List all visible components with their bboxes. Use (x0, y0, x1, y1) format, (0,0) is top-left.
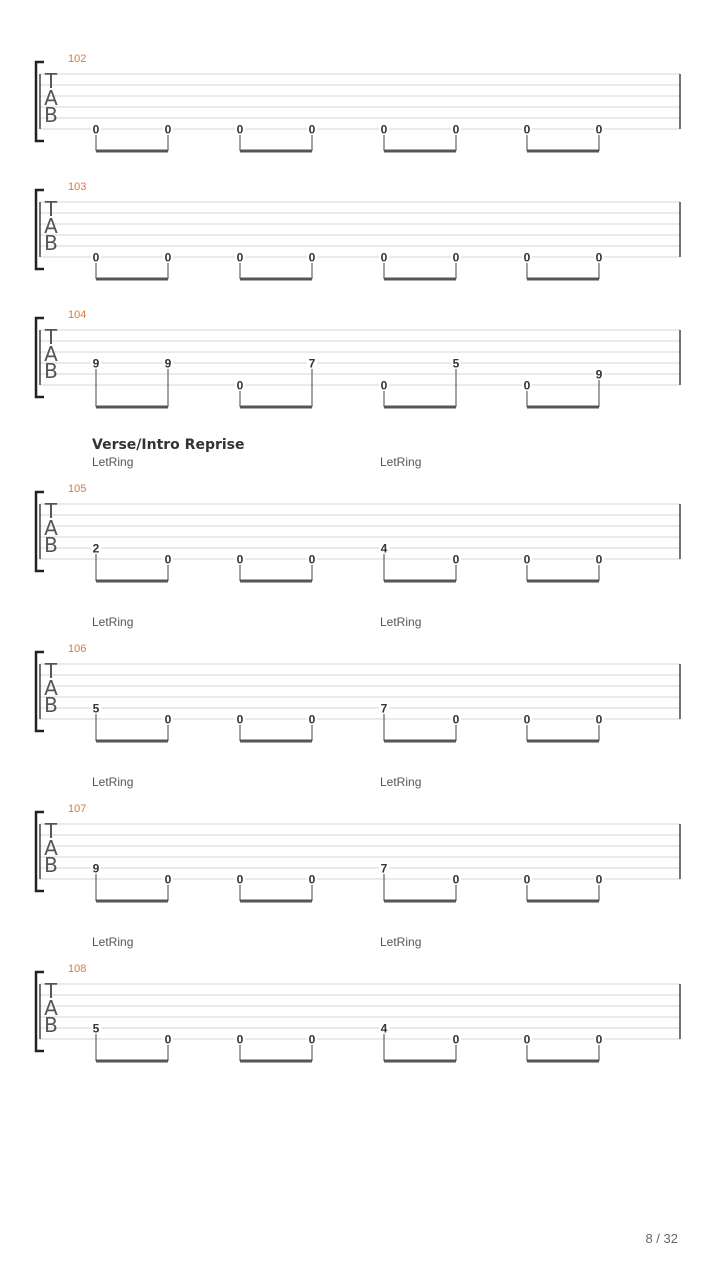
fret-number: 0 (595, 1032, 603, 1047)
let-ring-annotation: LetRing (380, 935, 422, 949)
fret-number: 0 (595, 122, 603, 137)
fret-number: 0 (308, 250, 316, 265)
measure-number: 108 (68, 963, 87, 975)
fret-number: 0 (308, 872, 316, 887)
tab-clef-letter: A (44, 214, 58, 238)
fret-number: 0 (308, 712, 316, 727)
tab-clef-letter: B (44, 693, 58, 717)
measure-number: 107 (68, 803, 87, 815)
measure-number: 104 (68, 309, 87, 321)
fret-number: 0 (452, 122, 460, 137)
tab-clef-letter: B (44, 359, 58, 383)
fret-number: 0 (236, 712, 244, 727)
tab-clef-letter: A (44, 996, 58, 1020)
fret-number: 0 (452, 872, 460, 887)
fret-number: 5 (92, 701, 100, 716)
tab-clef-letter: B (44, 533, 58, 557)
fret-number: 0 (164, 250, 172, 265)
fret-number: 0 (523, 712, 531, 727)
fret-number: 0 (452, 250, 460, 265)
tab-clef-letter: T (44, 819, 58, 843)
fret-number: 7 (380, 701, 388, 716)
fret-number: 0 (236, 250, 244, 265)
fret-number: 0 (236, 1032, 244, 1047)
let-ring-annotation: LetRing (380, 775, 422, 789)
fret-number: 7 (308, 356, 316, 371)
fret-number: 0 (380, 250, 388, 265)
fret-number: 0 (452, 1032, 460, 1047)
fret-number: 0 (308, 122, 316, 137)
tab-clef-letter: A (44, 86, 58, 110)
tab-clef-letter: T (44, 197, 58, 221)
fret-number: 0 (595, 250, 603, 265)
tab-clef-letter: B (44, 1013, 58, 1037)
measure-number: 105 (68, 483, 87, 495)
fret-number: 7 (380, 861, 388, 876)
tab-clef-letter: T (44, 325, 58, 349)
tab-clef-letter: T (44, 659, 58, 683)
fret-number: 9 (92, 861, 100, 876)
fret-number: 0 (236, 378, 244, 393)
fret-number: 0 (236, 122, 244, 137)
tab-clef-letter: A (44, 342, 58, 366)
let-ring-annotation: LetRing (92, 935, 134, 949)
fret-number: 2 (92, 541, 100, 556)
tab-clef-letter: B (44, 103, 58, 127)
fret-number: 5 (452, 356, 460, 371)
tab-clef-letter: T (44, 979, 58, 1003)
fret-number: 0 (236, 552, 244, 567)
fret-number: 4 (380, 541, 388, 556)
tab-clef-letter: A (44, 516, 58, 540)
fret-number: 0 (308, 1032, 316, 1047)
let-ring-annotation: LetRing (92, 775, 134, 789)
let-ring-annotation: LetRing (92, 615, 134, 629)
let-ring-annotation: LetRing (92, 455, 134, 469)
fret-number: 0 (164, 122, 172, 137)
fret-number: 0 (452, 552, 460, 567)
fret-number: 0 (380, 378, 388, 393)
fret-number: 0 (523, 872, 531, 887)
fret-number: 0 (236, 872, 244, 887)
tab-clef-letter: B (44, 853, 58, 877)
fret-number: 9 (595, 367, 603, 382)
let-ring-annotation: LetRing (380, 455, 422, 469)
fret-number: 0 (523, 122, 531, 137)
tab-clef-letter: T (44, 69, 58, 93)
fret-number: 0 (380, 122, 388, 137)
let-ring-annotation: LetRing (380, 615, 422, 629)
tab-clef-letter: B (44, 231, 58, 255)
fret-number: 0 (523, 378, 531, 393)
fret-number: 0 (164, 712, 172, 727)
fret-number: 0 (92, 122, 100, 137)
fret-number: 0 (164, 872, 172, 887)
fret-number: 0 (595, 712, 603, 727)
fret-number: 0 (308, 552, 316, 567)
tab-clef-letter: A (44, 836, 58, 860)
fret-number: 0 (595, 872, 603, 887)
fret-number: 0 (595, 552, 603, 567)
measure-number: 103 (68, 181, 87, 193)
fret-number: 4 (380, 1021, 388, 1036)
fret-number: 0 (523, 250, 531, 265)
measure-number: 102 (68, 53, 87, 65)
fret-number: 0 (92, 250, 100, 265)
tab-clef-letter: T (44, 499, 58, 523)
fret-number: 0 (452, 712, 460, 727)
page-indicator: 8 / 32 (645, 1231, 678, 1246)
fret-number: 0 (164, 552, 172, 567)
fret-number: 0 (523, 1032, 531, 1047)
tab-clef-letter: A (44, 676, 58, 700)
fret-number: 0 (164, 1032, 172, 1047)
fret-number: 9 (92, 356, 100, 371)
fret-number: 0 (523, 552, 531, 567)
measure-number: 106 (68, 643, 87, 655)
section-title: Verse/Intro Reprise (92, 437, 245, 453)
fret-number: 9 (164, 356, 172, 371)
fret-number: 5 (92, 1021, 100, 1036)
